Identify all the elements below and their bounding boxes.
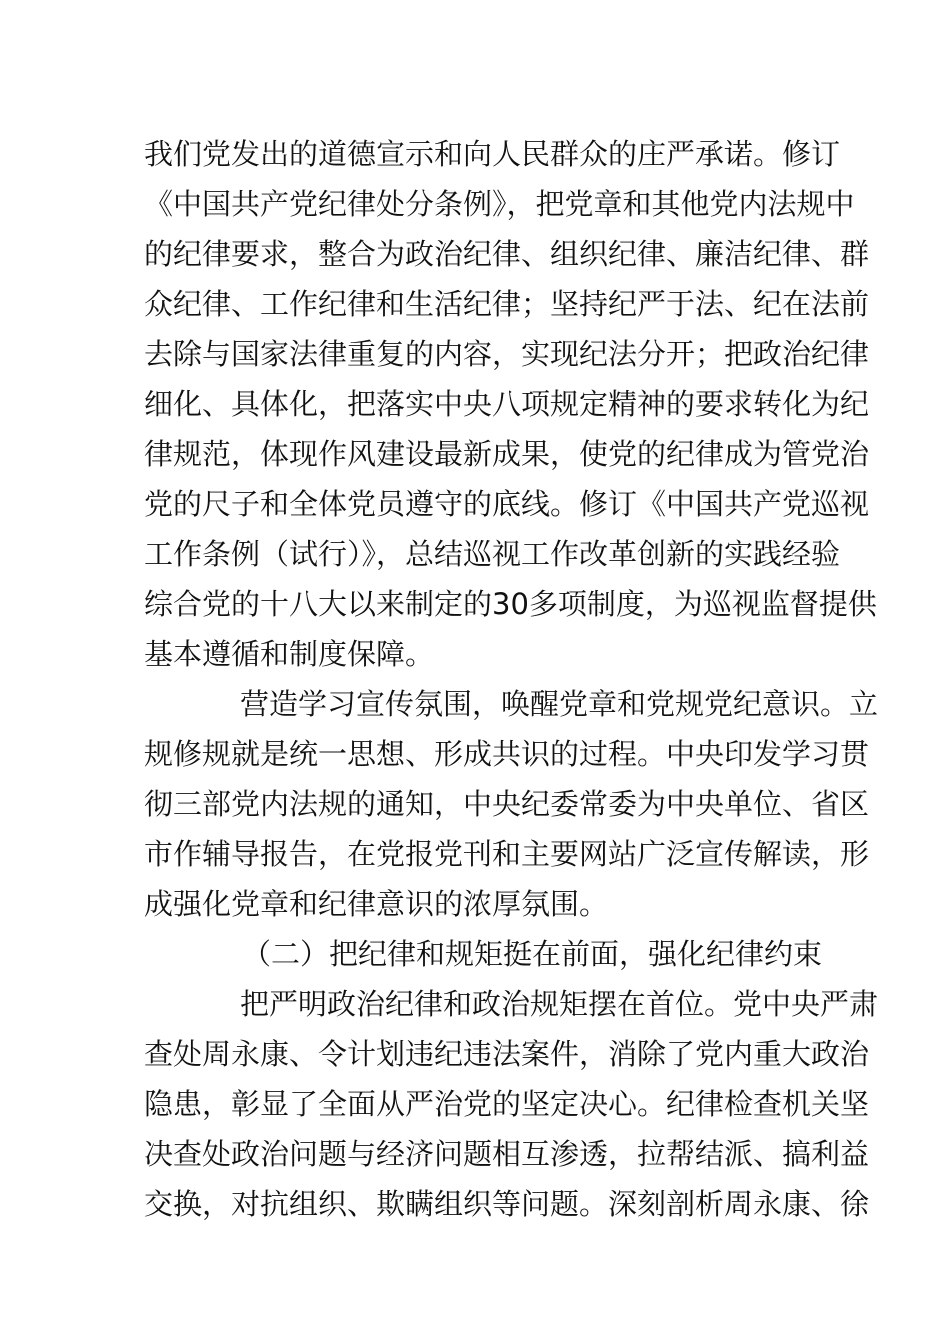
section-heading: （二）把纪律和规矩挺在前面，强化纪律约束 — [242, 937, 823, 971]
text-line: 交换，对抗组织、欺瞒组织等问题。深刻剖析周永康、徐 — [144, 1187, 870, 1221]
text-line: 隐患，彰显了全面从严治党的坚定决心。纪律检查机关坚 — [144, 1087, 870, 1121]
text-line: 《中国共产党纪律处分条例》，把党章和其他党内法规中 — [144, 187, 855, 221]
text-line: 决查处政治问题与经济问题相互渗透，拉帮结派、搞利益 — [144, 1137, 870, 1171]
text-line: 查处周永康、令计划违纪违法案件，消除了党内重大政治 — [144, 1037, 870, 1071]
text-line: 市作辅导报告，在党报党刊和主要网站广泛宣传解读，形 — [144, 837, 870, 871]
text-line: 综合党的十八大以来制定的30多项制度，为巡视监督提供 — [144, 587, 877, 621]
text-line: 营造学习宣传氛围，唤醒党章和党规党纪意识。立 — [240, 687, 879, 721]
text-line: 去除与国家法律重复的内容，实现纪法分开；把政治纪律 — [144, 337, 870, 371]
text-line: 工作条例（试行）》，总结巡视工作改革创新的实践经验 — [144, 537, 841, 571]
text-line: 众纪律、工作纪律和生活纪律；坚持纪严于法、纪在法前 — [144, 287, 870, 321]
text-line: 把严明政治纪律和政治规矩摆在首位。党中央严肃 — [240, 987, 879, 1021]
text-line: 党的尺子和全体党员遵守的底线。修订《中国共产党巡视 — [144, 487, 870, 521]
text-line: 我们党发出的道德宣示和向人民群众的庄严承诺。修订 — [144, 137, 841, 171]
text-line: 细化、具体化，把落实中央八项规定精神的要求转化为纪 — [144, 387, 870, 421]
text-line: 规修规就是统一思想、形成共识的过程。中央印发学习贯 — [144, 737, 870, 771]
text-line: 成强化党章和纪律意识的浓厚氛围。 — [144, 887, 609, 921]
text-line: 基本遵循和制度保障。 — [144, 637, 435, 671]
text-line: 彻三部党内法规的通知，中央纪委常委为中央单位、省区 — [144, 787, 870, 821]
text-line: 律规范，体现作风建设最新成果，使党的纪律成为管党治 — [144, 437, 870, 471]
text-line: 的纪律要求，整合为政治纪律、组织纪律、廉洁纪律、群 — [144, 237, 870, 271]
